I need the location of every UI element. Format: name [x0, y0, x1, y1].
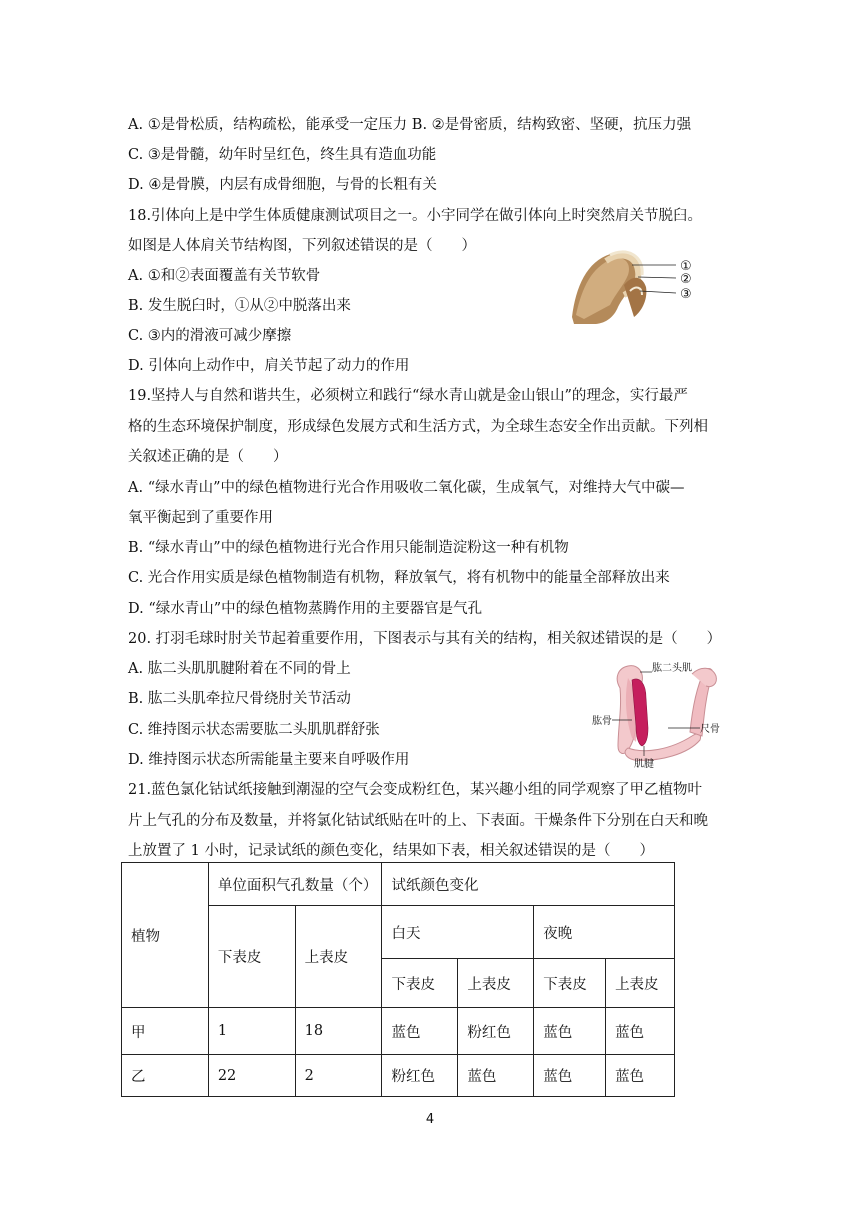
- header-night: 夜晚: [534, 906, 675, 959]
- stomata-table: [121, 862, 675, 1097]
- header-plant: 植物: [122, 863, 209, 1008]
- header-lower-epidermis: 下表皮: [208, 906, 295, 1008]
- q21-stem-line3: 上放置了 1 小时，记录试纸的颜色变化，结果如下表，相关叙述错误的是（ ）: [128, 843, 654, 859]
- arm-muscle-figure: [592, 658, 726, 770]
- arm-label-tendon: 肌腱: [634, 759, 654, 770]
- q19-stem-line2: 格的生态环境保护制度，形成绿色发展方式和生活方式，为全球生态安全作出贡献。下列相: [128, 419, 708, 435]
- q18-option-d: D. 引体向上动作中，肩关节起了动力的作用: [128, 358, 410, 374]
- q17-option-ab: A. ①是骨松质，结构疏松，能承受一定压力 B. ②是骨密质，结构致密、坚硬，抗压力强: [128, 117, 692, 133]
- q19-stem-line1: 19.坚持人与自然和谐共生，必须树立和践行“绿水青山就是金山银山”的理念，实行最严: [128, 388, 688, 404]
- row-lower-count: 1: [208, 1008, 295, 1055]
- header-paper-color: 试纸颜色变化: [382, 863, 675, 906]
- q19-stem-line3: 关叙述正确的是（ ）: [128, 449, 288, 465]
- row-day-lower: 粉红色: [382, 1055, 458, 1097]
- header-night-lower: 下表皮: [534, 959, 606, 1008]
- arm-label-ulna: 尺骨: [700, 724, 720, 735]
- shoulder-label-1: ①: [680, 259, 692, 274]
- row-upper-count: 18: [295, 1008, 382, 1055]
- row-upper-count: 2: [295, 1055, 382, 1097]
- header-day-lower: 下表皮: [382, 959, 458, 1008]
- header-stomata-count: 单位面积气孔数量（个）: [208, 863, 382, 906]
- header-night-upper: 上表皮: [606, 959, 675, 1008]
- arm-label-humerus: 肱骨: [592, 716, 612, 727]
- q17-option-c: C. ③是骨髓，幼年时呈红色，终生具有造血功能: [128, 147, 437, 163]
- table-row: [122, 1055, 675, 1097]
- row-plant-name: 甲: [122, 1008, 209, 1055]
- row-night-lower: 蓝色: [534, 1008, 606, 1055]
- q20-option-d: D. 维持图示状态所需能量主要来自呼吸作用: [128, 752, 410, 768]
- shoulder-label-3: ③: [680, 287, 692, 302]
- q18-stem-line2: 如图是人体肩关节结构图，下列叙述错误的是（ ）: [128, 238, 476, 254]
- q19-option-c: C. 光合作用实质是绿色植物制造有机物，释放氧气，将有机物中的能量全部释放出来: [128, 570, 670, 586]
- row-day-upper: 粉红色: [458, 1008, 534, 1055]
- q20-option-c: C. 维持图示状态需要肱二头肌肌群舒张: [128, 722, 380, 738]
- header-day: 白天: [382, 906, 534, 959]
- q18-option-a: A. ①和②表面覆盖有关节软骨: [128, 268, 321, 284]
- q21-stem-line1: 21.蓝色氯化钴试纸接触到潮湿的空气会变成粉红色，某兴趣小组的同学观察了甲乙植物叶: [128, 782, 703, 798]
- q18-option-c: C. ③内的滑液可减少摩擦: [128, 328, 292, 344]
- row-day-lower: 蓝色: [382, 1008, 458, 1055]
- header-upper-epidermis: 上表皮: [295, 906, 382, 1008]
- q19-option-b: B. “绿水青山”中的绿色植物进行光合作用只能制造淀粉这一种有机物: [128, 540, 569, 556]
- shoulder-label-2: ②: [680, 272, 692, 287]
- row-lower-count: 22: [208, 1055, 295, 1097]
- q19-option-a-line2: 氧平衡起到了重要作用: [128, 510, 273, 526]
- header-day-upper: 上表皮: [458, 959, 534, 1008]
- q19-option-a-line1: A. “绿水青山”中的绿色植物进行光合作用吸收二氧化碳，生成氧气，对维持大气中碳—: [128, 480, 685, 496]
- q20-option-b: B. 肱二头肌牵拉尺骨绕肘关节活动: [128, 691, 351, 707]
- q17-option-d: D. ④是骨膜，内层有成骨细胞，与骨的长粗有关: [128, 177, 437, 193]
- q21-stem-line2: 片上气孔的分布及数量，并将氯化钴试纸贴在叶的上、下表面。干燥条件下分别在白天和晚: [128, 813, 708, 829]
- q19-option-d: D. “绿水青山”中的绿色植物蒸腾作用的主要器官是气孔: [128, 601, 483, 617]
- shoulder-joint-figure: [566, 245, 706, 325]
- q20-option-a: A. 肱二头肌肌腱附着在不同的骨上: [128, 661, 351, 677]
- row-plant-name: 乙: [122, 1055, 209, 1097]
- arm-label-biceps: 肱二头肌: [652, 663, 692, 674]
- row-day-upper: 蓝色: [458, 1055, 534, 1097]
- q18-option-b: B. 发生脱臼时，①从②中脱落出来: [128, 298, 351, 314]
- row-night-lower: 蓝色: [534, 1055, 606, 1097]
- page-number: 4: [425, 1112, 435, 1127]
- row-night-upper: 蓝色: [606, 1055, 675, 1097]
- row-night-upper: 蓝色: [606, 1008, 675, 1055]
- q20-stem: 20. 打羽毛球时肘关节起着重要作用，下图表示与其有关的结构，相关叙述错误的是（ ）: [128, 631, 722, 647]
- table-row: [122, 1008, 675, 1055]
- q18-stem-line1: 18.引体向上是中学生体质健康测试项目之一。小宇同学在做引体向上时突然肩关节脱臼。: [128, 208, 703, 224]
